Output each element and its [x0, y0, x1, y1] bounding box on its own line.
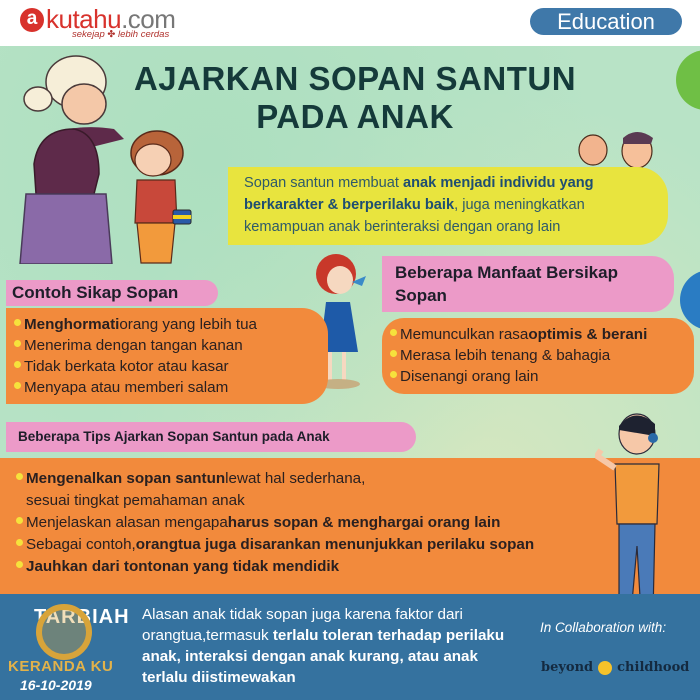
- bullet-icon: [16, 539, 23, 546]
- partner-name: KERANDA KU: [8, 658, 114, 675]
- grandmother-illustration: [14, 54, 124, 264]
- list-item: Disenangi orang lain: [390, 366, 694, 387]
- title-line-1: AJARKAN SOPAN SANTUN: [133, 60, 577, 97]
- logo-a-icon: a: [20, 8, 44, 32]
- bullet-icon: [390, 329, 397, 336]
- bullet-icon: [390, 371, 397, 378]
- list-item: Menerima dengan tangan kanan: [14, 335, 328, 356]
- list-item: Jauhkan dari tontonan yang tidak mendidik: [16, 556, 700, 578]
- contoh-sikap-heading: Contoh Sikap Sopan: [6, 280, 218, 306]
- bullet-icon: [16, 561, 23, 568]
- bullet-icon: [16, 473, 23, 480]
- footer-bar: [0, 594, 700, 700]
- partner-date: 16-10-2019: [20, 677, 92, 693]
- list-item: Menyapa atau memberi salam: [14, 377, 328, 398]
- tips-heading: Beberapa Tips Ajarkan Sopan Santun pada Anak: [6, 422, 416, 452]
- site-header: [0, 0, 700, 46]
- page-title: [120, 60, 590, 136]
- beyond-childhood-logo[interactable]: beyond childhood: [541, 660, 690, 675]
- logo-tagline: sekejap ✤ lebih cerdas: [72, 29, 170, 40]
- list-item: Tidak berkata kotor atau kasar: [14, 356, 328, 377]
- list-item: Menghormati orang yang lebih tua: [14, 314, 328, 335]
- bullet-icon: [14, 361, 21, 368]
- bullet-icon: [16, 517, 23, 524]
- partner-logo-top-text: TARBIAH: [34, 606, 130, 628]
- list-item: Mengenalkan sopan santun lewat hal sederhana,: [16, 468, 700, 490]
- bullet-icon: [390, 350, 397, 357]
- sun-dot-icon: [598, 661, 612, 675]
- infographic-body: [0, 46, 700, 594]
- list-item: Memunculkan rasa optimis & berani: [390, 324, 694, 345]
- child-illustration: [125, 118, 205, 268]
- list-item: Sebagai contoh, orangtua juga disarankan menunjukkan perilaku sopan: [16, 534, 700, 556]
- list-item-continuation: sesuai tingkat pemahaman anak: [26, 492, 245, 509]
- category-badge[interactable]: Education: [530, 8, 682, 35]
- bullet-icon: [14, 340, 21, 347]
- partner-logo: [6, 600, 132, 696]
- manfaat-heading: Beberapa Manfaat Bersikap Sopan: [382, 256, 674, 312]
- contoh-sikap-list: [6, 308, 328, 404]
- collaboration-label: In Collaboration with:: [540, 620, 667, 635]
- bullet-icon: [14, 319, 21, 326]
- manfaat-list: [382, 318, 694, 394]
- decorative-green-circle: [676, 50, 700, 110]
- list-item: Menjelaskan alasan mengapa harus sopan & menghargai orang lain: [16, 512, 700, 534]
- logo-wordmark: kutahu.com: [46, 4, 176, 34]
- bullet-icon: [14, 382, 21, 389]
- list-item: Merasa lebih tenang & bahagia: [390, 345, 694, 366]
- footer-note: Alasan anak tidak sopan juga karena faktor dari orangtua,termasuk terlalu toleran terhadap perilaku anak, interaksi dengan anak kurang, atau anak terlalu diistimewakan: [142, 606, 505, 686]
- title-line-2: PADA ANAK: [256, 98, 454, 135]
- partner-emblem-icon: [36, 604, 92, 660]
- intro-callout: Sopan santun membuat anak menjadi individu yang berkarakter & berperilaku baik, juga meningkatkan kemampuan anak berinteraksi dengan orang lain: [228, 167, 668, 245]
